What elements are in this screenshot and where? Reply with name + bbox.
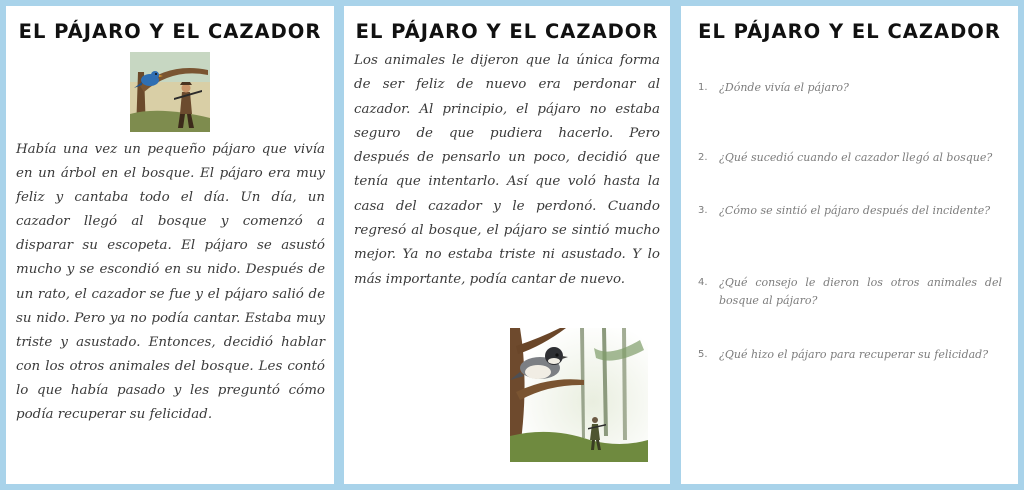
question-item	[698, 79, 1002, 149]
question-text: ¿Qué sucedió cuando el cazador llegó al bosque?	[719, 151, 993, 164]
bird-forest-illustration	[510, 328, 648, 462]
page-title: EL PÁJARO Y EL CAZADOR	[355, 20, 659, 43]
question-item	[698, 346, 1002, 364]
story-text: Había una vez un pequeño pájaro que vivía en un árbol en el bosque. El pájaro era muy feliz y cantaba todo el día. Un día, un cazador llegó al bosque y comenzó a disparar su escopeta. El pájaro se asustó mucho y se escondió en su nido. Después de un rato, el cazador se fue y el pájaro salió de su nido. Pero ya no podía cantar. Estaba muy triste y asustado. Entonces, decidió hablar con los otros animales del bosque. Les contó lo que había pasado y les preguntó cómo podía recuperar su felicidad.	[16, 142, 325, 423]
question-item	[698, 202, 1002, 274]
story-page-2	[344, 6, 670, 484]
bird-and-hunter-illustration	[130, 52, 210, 132]
question-text: ¿Cómo se sintió el pájaro después del incidente?	[719, 204, 991, 217]
questions-page	[681, 6, 1018, 484]
page-title: EL PÁJARO Y EL CAZADOR	[18, 20, 322, 43]
question-number: 2.	[698, 152, 708, 163]
question-item	[698, 274, 1002, 346]
question-number: 4.	[698, 277, 708, 288]
question-number: 1.	[698, 82, 708, 93]
story-page-1	[6, 6, 334, 484]
question-item	[698, 149, 1002, 202]
question-text: ¿Qué consejo le dieron los otros animales del bosque al pájaro?	[719, 276, 1002, 307]
story-text: Los animales le dijeron que la única forma de ser feliz de nuevo era perdonar al cazador. Al principio, el pájaro no estaba seguro de que pudiera hacerlo. Pero después de pensarlo un poco, decidió que tenía que intentarlo. Así que voló hasta la casa del cazador y le perdonó. Cuando regresó al bosque, el pájaro se sintió mucho mejor. Ya no estaba triste ni asustado. Y lo más importante, podía cantar de nuevo.	[354, 53, 660, 287]
page-title: EL PÁJARO Y EL CAZADOR	[698, 20, 1001, 43]
question-number: 5.	[698, 349, 708, 360]
question-text: ¿Dónde vivía el pájaro?	[719, 81, 849, 94]
question-list	[681, 79, 1018, 364]
question-text: ¿Qué hizo el pájaro para recuperar su felicidad?	[719, 348, 989, 361]
question-number: 3.	[698, 205, 708, 216]
